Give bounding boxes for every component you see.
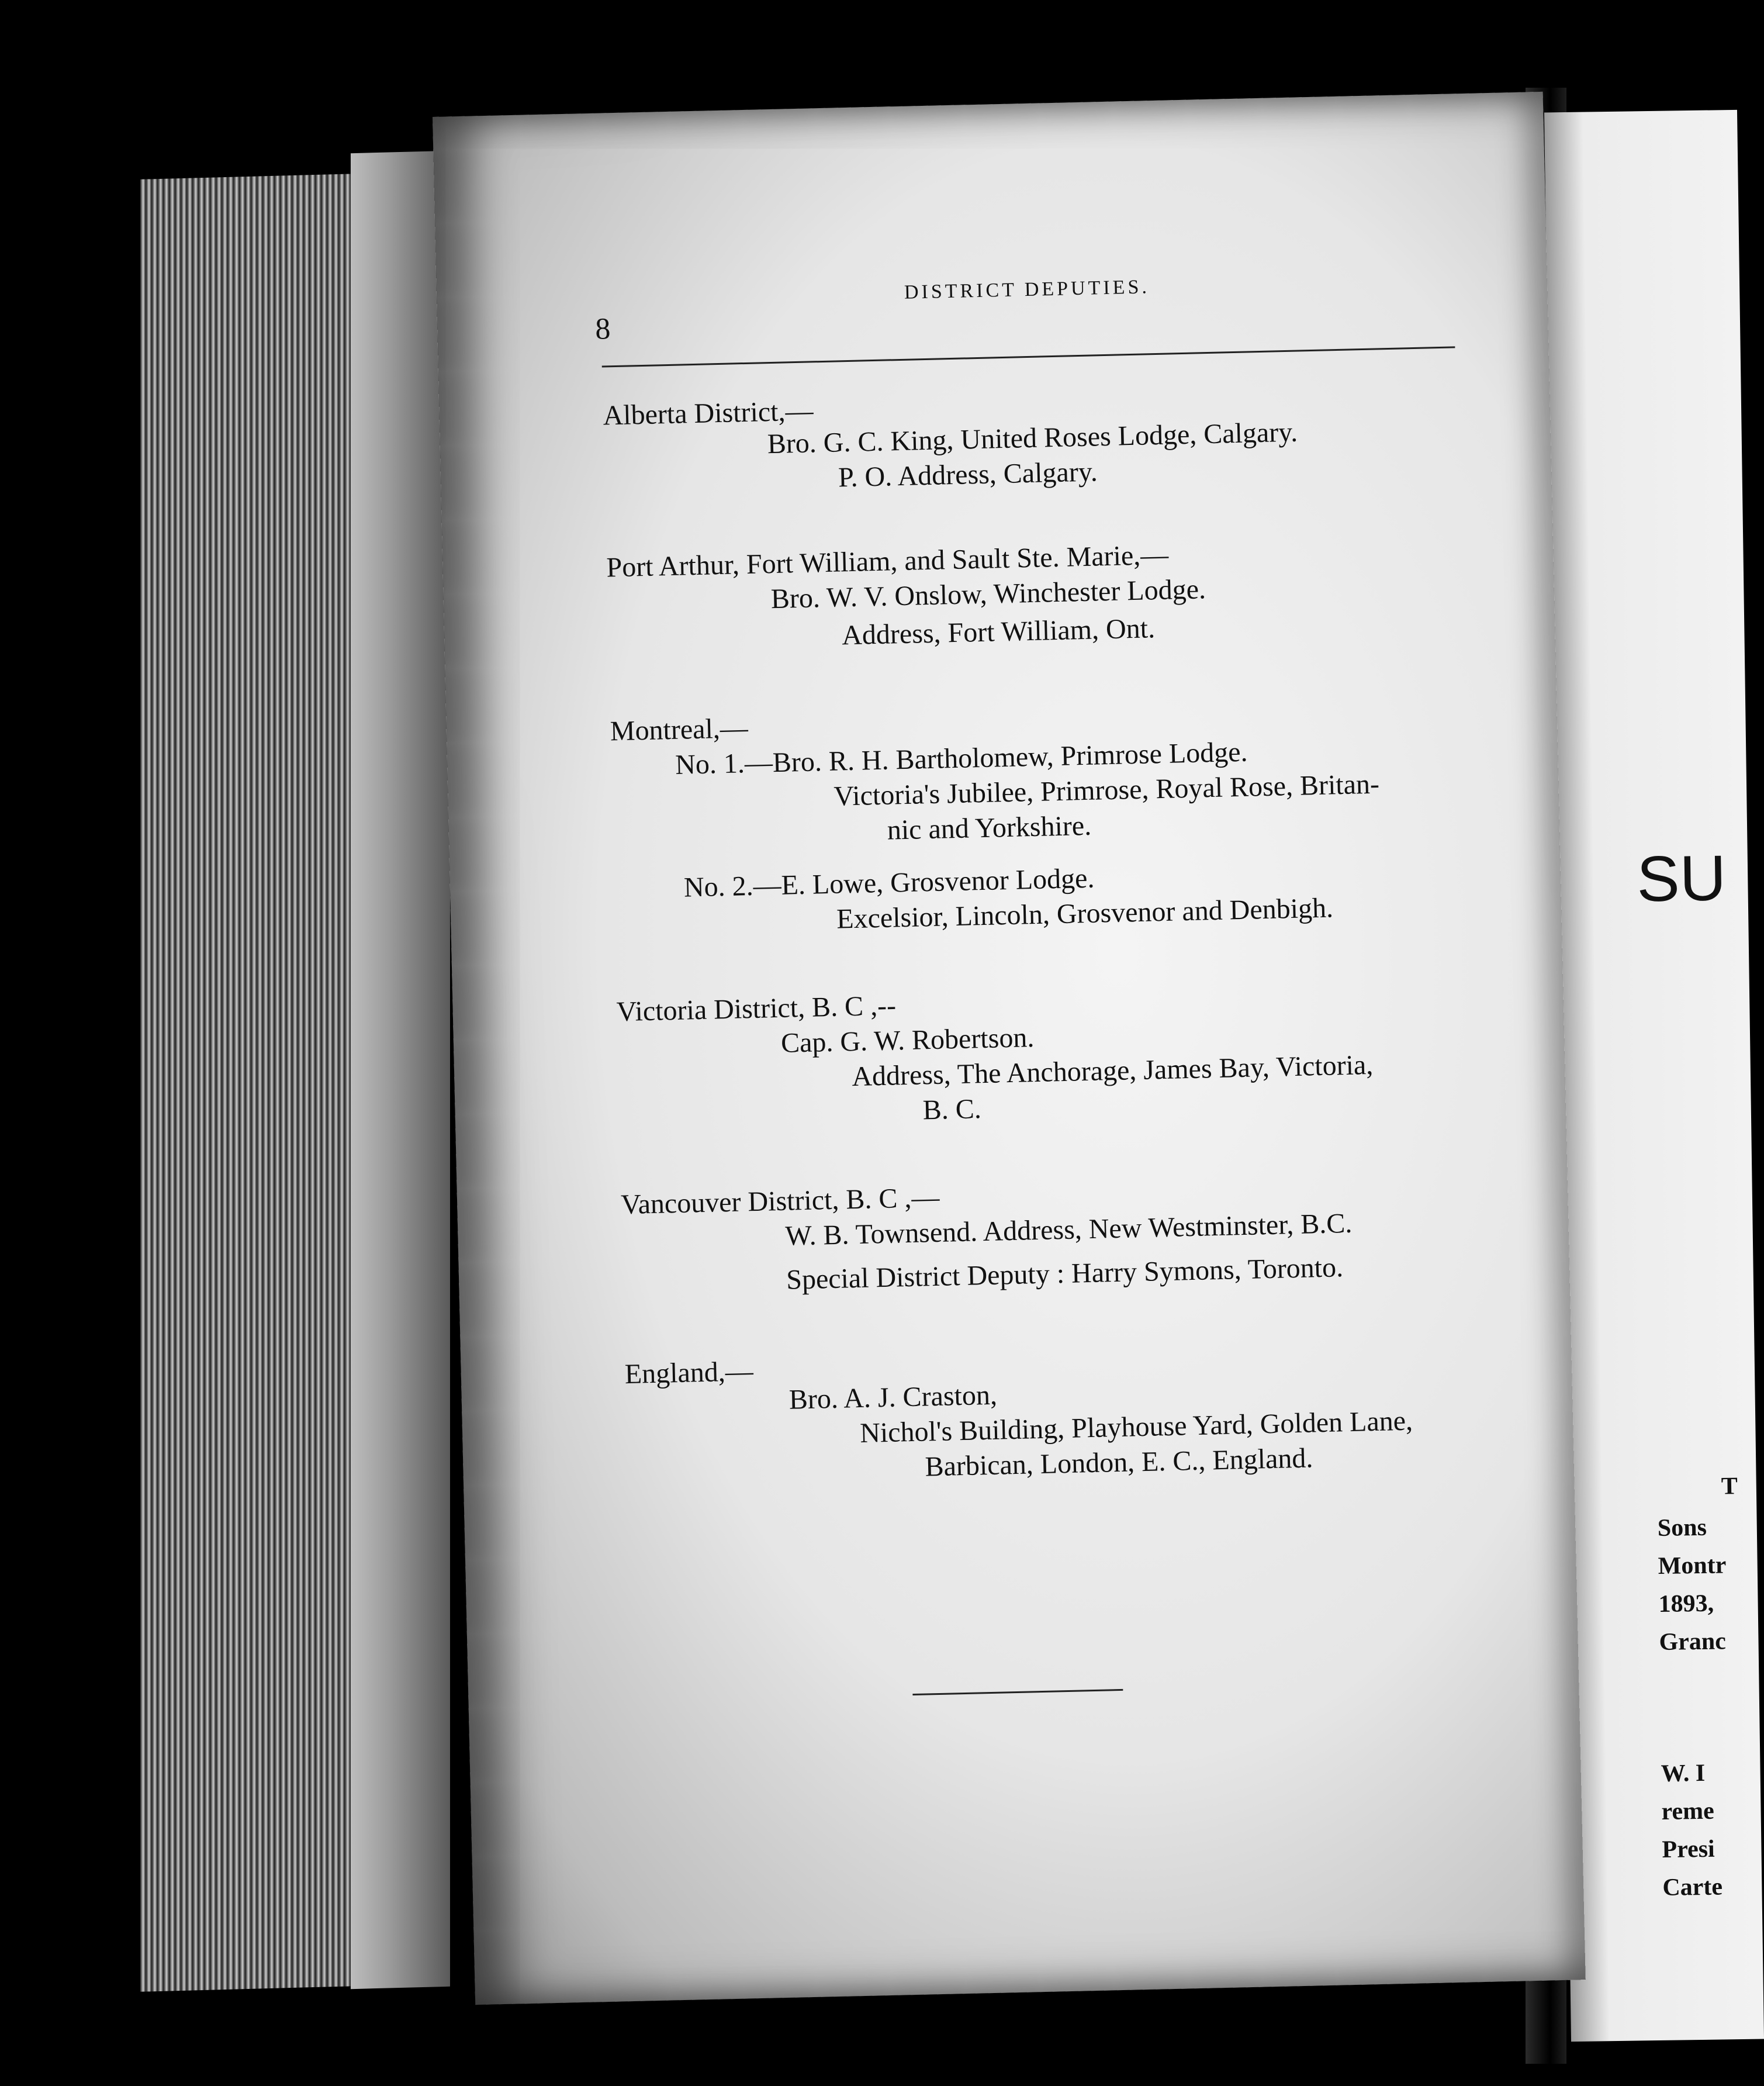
entry-line: Address, The Anchorage, James Bay, Victoria, <box>851 1049 1374 1093</box>
header-rule <box>602 346 1455 367</box>
facing-line: W. I <box>1661 1759 1706 1787</box>
page-edge-shadow <box>351 151 450 1989</box>
entry-line: No. 2.—E. Lowe, Grosvenor Lodge. <box>683 862 1095 903</box>
facing-line: T <box>1721 1473 1738 1500</box>
closing-rule <box>912 1689 1123 1695</box>
section-heading: Vancouver District, B. C ,— <box>620 1182 940 1221</box>
section-heading: Port Arthur, Fort William, and Sault Ste. Marie,— <box>606 539 1169 583</box>
entry-line: B. C. <box>922 1093 982 1126</box>
page-number: 8 <box>594 312 611 346</box>
facing-line: reme <box>1661 1797 1715 1825</box>
facing-line: Sons <box>1657 1514 1707 1542</box>
entry-line: Victoria's Jubilee, Primrose, Royal Rose, Britan- <box>833 768 1380 812</box>
entry-line: Nichol's Building, Playhouse Yard, Golden Lane, <box>859 1405 1413 1449</box>
entry-line: Bro. G. C. King, United Roses Lodge, Calgary. <box>767 416 1298 460</box>
entry-line: Address, Fort William, Ont. <box>841 613 1156 651</box>
entry-line: nic and Yorkshire. <box>887 810 1092 846</box>
section-heading: England,— <box>624 1356 754 1390</box>
entry-line: Excelsior, Lincoln, Grosvenor and Denbigh. <box>836 892 1334 935</box>
entry-line: Special District Deputy : Harry Symons, Toronto. <box>786 1252 1344 1296</box>
entry-line: P. O. Address, Calgary. <box>838 456 1098 493</box>
book-page <box>433 92 1586 2005</box>
facing-heading-fragment: SU <box>1636 842 1727 916</box>
entry-line: No. 1.—Bro. R. H. Bartholomew, Primrose Lodge. <box>675 736 1248 780</box>
section-heading: Alberta District,— <box>603 395 814 431</box>
running-head: DISTRICT DEPUTIES. <box>904 276 1150 303</box>
section-heading: Montreal,— <box>610 713 749 747</box>
entry-line: Cap. G. W. Robertson. <box>780 1022 1035 1059</box>
entry-line: Barbican, London, E. C., England. <box>925 1442 1313 1483</box>
facing-line: 1893, <box>1658 1590 1714 1618</box>
facing-line: Montr <box>1658 1552 1727 1580</box>
section-heading: Victoria District, B. C ,-- <box>616 990 897 1028</box>
entry-line: Bro. W. V. Onslow, Winchester Lodge. <box>770 574 1206 615</box>
facing-line: Carte <box>1662 1873 1723 1901</box>
facing-line: Presi <box>1662 1835 1715 1863</box>
entry-line: W. B. Townsend. Address, New Westminster, B.C. <box>784 1207 1353 1252</box>
facing-line: Granc <box>1659 1628 1727 1656</box>
entry-line: Bro. A. J. Craston, <box>788 1379 998 1415</box>
